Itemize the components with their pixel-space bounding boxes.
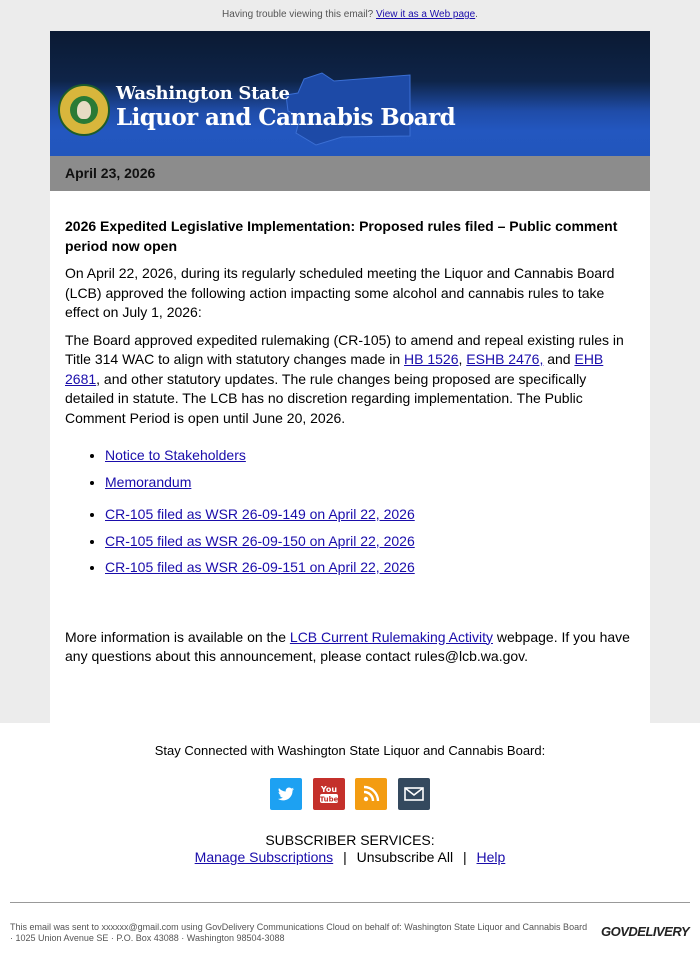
list-item <box>105 505 635 525</box>
headline: 2026 Expedited Legislative Implementation: Proposed rules filed – Public comment period now open <box>65 218 618 254</box>
separator: | <box>463 849 467 865</box>
notice-to-stakeholders-link[interactable]: Notice to Stakeholders <box>105 447 246 463</box>
list-item <box>105 446 635 466</box>
footer-divider <box>10 902 690 903</box>
more-info-paragraph: More information is available on the LCB Current Rulemaking Activity webpage. If you have any questions about this announcement, please contact rules@lcb.wa.gov. <box>65 628 630 664</box>
footer-legal-text: This email was sent to xxxxxx@gmail.com using GovDelivery Communications Cloud on behalf of: Washington State Liquor and Cannabis Board · 1025 Union Avenue SE · P.O. Box 43088 · Washington 98504-3088 <box>10 922 588 943</box>
cr105-list <box>65 505 635 578</box>
hb-1526-link[interactable]: HB 1526 <box>404 351 459 367</box>
documents-list <box>65 446 635 492</box>
cr105-150-link[interactable]: CR-105 filed as WSR 26-09-150 on April 22, 2026 <box>105 532 415 549</box>
govdelivery-logo[interactable]: GOVDELIVERY <box>601 924 690 939</box>
list-item <box>105 558 635 578</box>
memorandum-link[interactable]: Memorandum <box>105 473 192 490</box>
trouble-trailing: . <box>475 9 478 20</box>
trouble-text: Having trouble viewing this email? <box>222 9 374 20</box>
social-icons <box>0 778 700 812</box>
list-item <box>105 473 635 493</box>
email-icon[interactable] <box>398 778 430 810</box>
separator: | <box>343 849 347 865</box>
header-banner <box>50 31 650 156</box>
stay-connected-text: Stay Connected with Washington State Liquor and Cannabis Board: <box>154 743 546 758</box>
subscriber-links <box>0 849 700 865</box>
cr105-149-link[interactable]: CR-105 filed as WSR 26-09-149 on April 22, 2026 <box>105 506 415 522</box>
svg-text:You: You <box>320 785 337 794</box>
email-body <box>50 191 650 667</box>
eshb-2476-link[interactable]: ESHB 2476, <box>466 351 544 367</box>
org-name-line1: Washington State <box>116 83 290 104</box>
twitter-icon[interactable] <box>270 778 302 810</box>
state-seal-icon <box>58 84 110 136</box>
list-item <box>105 532 635 552</box>
intro-paragraph: On April 22, 2026, during its regularly scheduled meeting the Liquor and Cannabis Board (LCB) approved the following action impacting some alcohol and cannabis rules to take effect on July 1, 2026: <box>65 265 615 320</box>
unsubscribe-all-link[interactable]: Unsubscribe All <box>356 849 454 865</box>
trouble-viewing-bar <box>0 9 700 20</box>
help-link[interactable]: Help <box>476 849 506 865</box>
cr105-151-link[interactable]: CR-105 filed as WSR 26-09-151 on April 22, 2026 <box>105 559 415 575</box>
svg-text:Tube: Tube <box>319 795 339 804</box>
rulemaking-activity-link[interactable]: LCB Current Rulemaking Activity <box>289 628 493 645</box>
email-card <box>50 31 650 723</box>
rulemaking-paragraph: The Board approved expedited rulemaking (CR-105) to amend and repeal existing rules in Title 314 WAC to align with statutory changes made in HB 1526, ESHB 2476, and EHB 2681, and other statutory updates. The rule changes being proposed are specifically detailed in statute. The LCB has no discretion regarding implementation. The Public Comment Period is open until June 20, 2026. <box>65 331 624 426</box>
youtube-icon[interactable] <box>313 778 345 810</box>
ehb-2681-link[interactable]: EHB 2681 <box>65 351 604 387</box>
rss-icon[interactable] <box>355 778 387 810</box>
manage-subscriptions-link[interactable]: Manage Subscriptions <box>194 849 334 865</box>
view-web-page-link[interactable]: View it as a Web page <box>376 9 476 20</box>
subscriber-services-title: SUBSCRIBER SERVICES: <box>265 832 435 848</box>
date-bar: April 23, 2026 <box>50 156 650 191</box>
org-name-line2: Liquor and Cannabis Board <box>116 104 456 131</box>
